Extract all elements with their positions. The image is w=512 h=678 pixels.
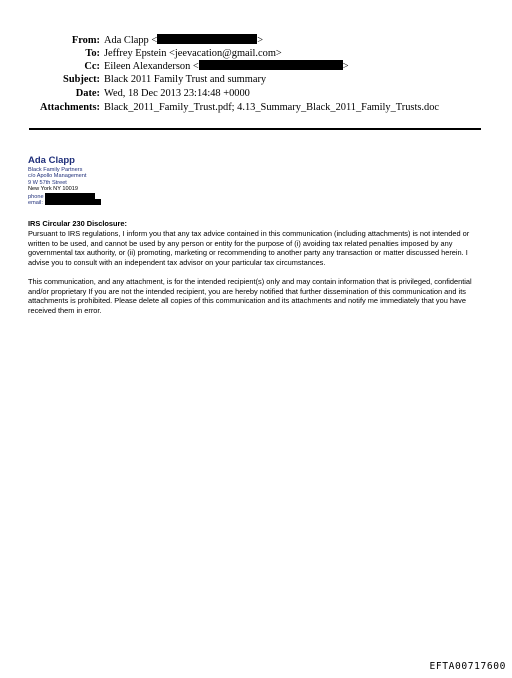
signature-phone-label: phone [28, 193, 44, 200]
date-label: Date: [75, 88, 100, 99]
to-value: Jeffrey Epstein <jeevacation@gmail.com> [104, 48, 282, 59]
disclosure-title: IRS Circular 230 Disclosure: [28, 219, 127, 228]
to-label: To: [85, 48, 100, 59]
signature-name: Ada Clapp [28, 155, 75, 166]
redaction-bar [45, 193, 95, 199]
redaction-bar [45, 199, 101, 205]
signature-email-row [28, 199, 101, 206]
attachments-value[interactable]: Black_2011_Family_Trust.pdf; 4.13_Summary_Black_2011_Family_Trusts.doc [104, 102, 440, 113]
confidentiality-paragraph: This communication, and any attachment, is for the intended recipient(s) only and may contain information that is privileged, confidential and/or proprietary If you are not the intended recipient, you are hereby notified that further dissemination of this communication and its attachments is prohibited. Please delete all copies of this communication and its attachments and notify me immediately that you have received them in error. [28, 277, 472, 315]
date-value: Wed, 18 Dec 2013 23:14:48 +0000 [104, 88, 250, 99]
redaction-bar [199, 60, 343, 70]
disclosure-paragraph: Pursuant to IRS regulations, I inform you that any tax advice contained in this communication (including attachments) is not intended or written to be used, and cannot be used by any person or entity for the purpose of (i) avoiding tax related penalties imposed by any governmental tax authority, or (ii) promoting, marketing or recommending to another party any transaction or matter discussed herein. I advise you to consult with an independent tax advisor on your particular tax circumstances. [28, 229, 470, 267]
cc-close: > [342, 61, 349, 72]
signature-city: New York NY 10019 [28, 186, 78, 193]
cc-name: Eileen Alexanderson < [104, 61, 199, 72]
signature-care-of: c/o Apollo Management [28, 173, 87, 180]
from-label: From: [71, 35, 100, 46]
subject-label: Subject: [63, 74, 100, 85]
from-value [104, 34, 263, 47]
cc-label: Cc: [84, 61, 100, 72]
subject-value: Black 2011 Family Trust and summary [104, 74, 267, 85]
bates-number: EFTA00717600 [429, 661, 506, 672]
signature-street: 9 W 57th Street [28, 179, 67, 186]
from-close: > [257, 35, 264, 46]
attachments-label: Attachments: [39, 102, 100, 113]
cc-value [104, 60, 349, 73]
redaction-bar [157, 34, 257, 44]
from-name: Ada Clapp < [104, 35, 158, 46]
signature-email-label: email: [28, 200, 43, 206]
header-divider [29, 128, 481, 130]
signature-company: Black Family Partners [28, 167, 83, 173]
